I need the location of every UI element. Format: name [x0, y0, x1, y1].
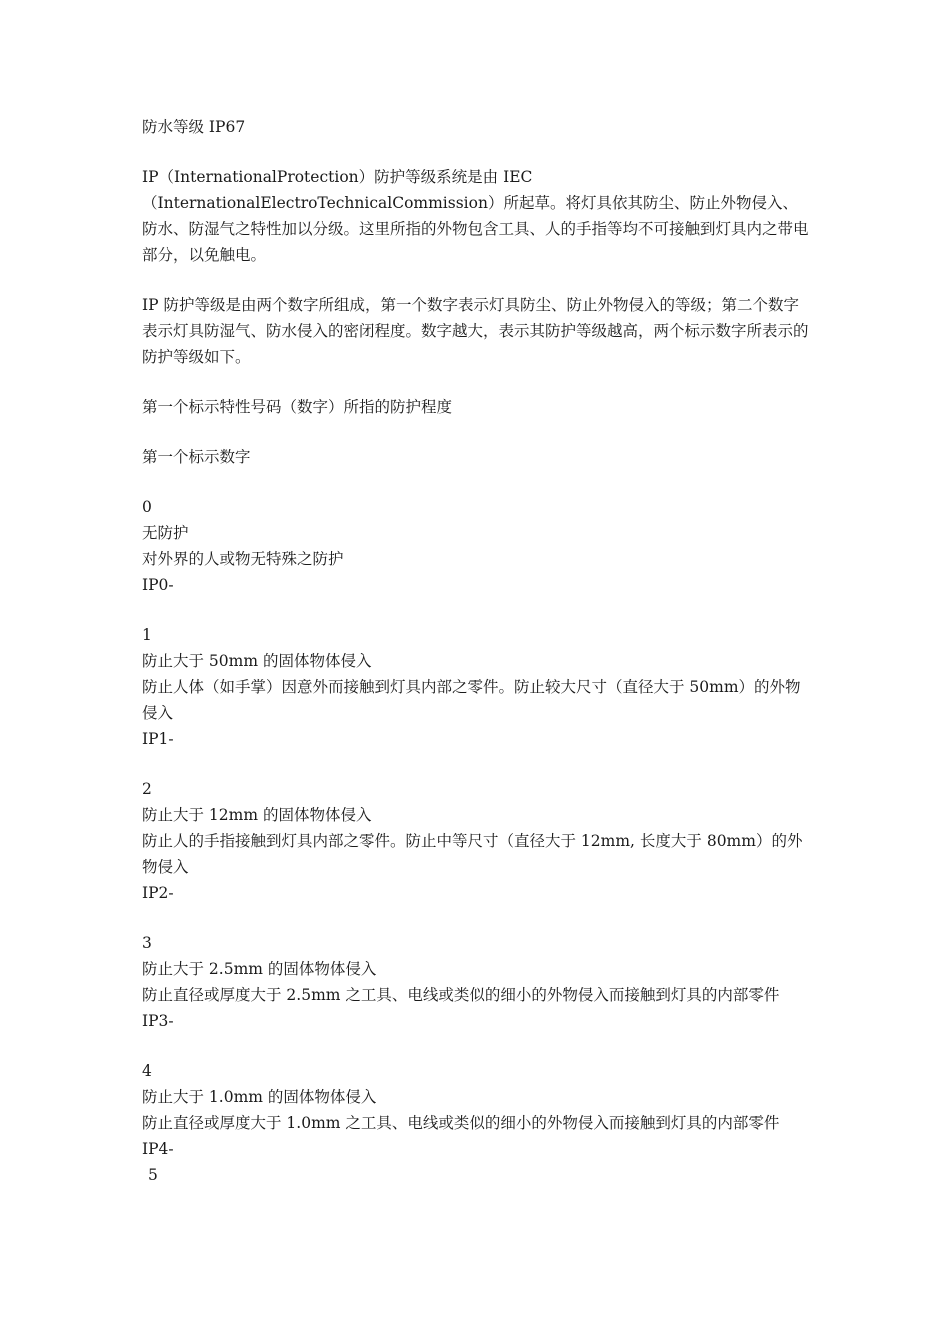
- section-subheading: 第一个标示数字: [142, 448, 251, 466]
- level-short-description: 无防护: [142, 524, 189, 542]
- intro-paragraph-1: IP（InternationalProtection）防护等级系统是由 IEC（InternationalElectroTechnicalCommission）所起草。将灯具依其防尘、防止外物侵入、防水、防湿气之特性加以分级。这里所指的外物包含工具、人的手指等均不可接触到灯具内之带电部分，以免触电。: [142, 168, 809, 264]
- level-number: 0: [142, 498, 152, 516]
- level-number: 1: [142, 626, 152, 644]
- level-block-1: [142, 622, 812, 752]
- level-number: 3: [142, 934, 152, 952]
- level-detail-description: 对外界的人或物无特殊之防护: [142, 550, 344, 568]
- level-code: IP3-: [142, 1012, 174, 1030]
- level-code: IP2-: [142, 884, 174, 902]
- level-short-description: 防止大于 12mm 的固体物体侵入: [142, 806, 372, 824]
- level-code: IP4-: [142, 1140, 174, 1158]
- level-detail-description: 防止人体（如手掌）因意外而接触到灯具内部之零件。防止较大尺寸（直径大于 50mm）的外物侵入: [142, 678, 801, 722]
- document-title: 防水等级 IP67: [142, 118, 246, 136]
- level-number: 4: [142, 1062, 152, 1080]
- document-page: [142, 114, 812, 1188]
- next-level-number: 5: [148, 1166, 158, 1184]
- level-detail-description: 防止直径或厚度大于 2.5mm 之工具、电线或类似的细小的外物侵入而接触到灯具的内部零件: [142, 986, 780, 1004]
- level-code: IP1-: [142, 730, 174, 748]
- level-detail-description: 防止人的手指接触到灯具内部之零件。防止中等尺寸（直径大于 12mm, 长度大于 80mm）的外物侵入: [142, 832, 803, 876]
- level-block-0: [142, 494, 812, 598]
- level-short-description: 防止大于 50mm 的固体物体侵入: [142, 652, 372, 670]
- section-heading: 第一个标示特性号码（数字）所指的防护程度: [142, 398, 453, 416]
- level-block-2: [142, 776, 812, 906]
- level-detail-description: 防止直径或厚度大于 1.0mm 之工具、电线或类似的细小的外物侵入而接触到灯具的内部零件: [142, 1114, 780, 1132]
- level-block-3: [142, 930, 812, 1034]
- intro-paragraph-2: IP 防护等级是由两个数字所组成，第一个数字表示灯具防尘、防止外物侵入的等级；第二个数字表示灯具防湿气、防水侵入的密闭程度。数字越大，表示其防护等级越高，两个标示数字所表示的防护等级如下。: [142, 296, 809, 366]
- level-short-description: 防止大于 2.5mm 的固体物体侵入: [142, 960, 377, 978]
- level-short-description: 防止大于 1.0mm 的固体物体侵入: [142, 1088, 377, 1106]
- level-number: 2: [142, 780, 152, 798]
- level-block-4: [142, 1058, 812, 1162]
- level-code: IP0-: [142, 576, 174, 594]
